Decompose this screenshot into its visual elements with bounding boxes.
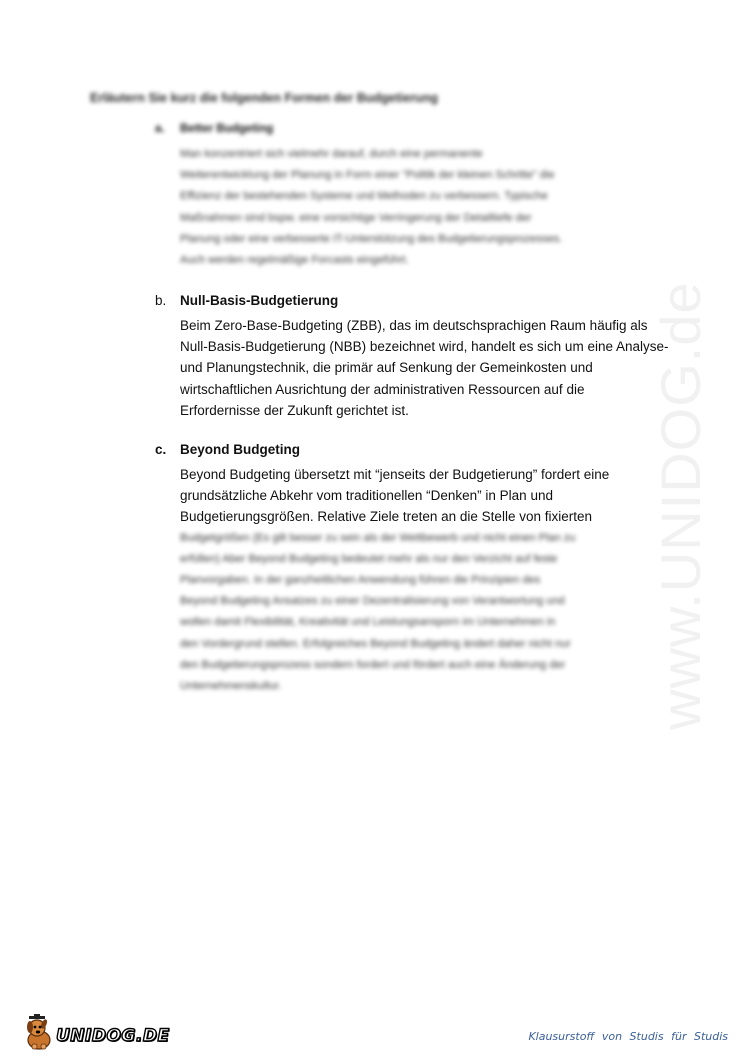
body-line: den Budgetierungsprozess sondern fordert und fördert auch eine Änderung der [180,658,566,671]
logo-text: UNIDOG.DE [56,1026,170,1046]
item-body [180,144,680,271]
item-marker: b. [155,293,167,308]
dog-mascot-icon [20,1014,58,1052]
body-line: wirtschaftlichen Ausrichtung der administrativen Ressourcen auf die [180,381,585,397]
body-line: Beyond Budgeting übersetzt mit “jenseits der Budgetierung” fordert eine [180,467,610,482]
item-body [180,315,680,421]
item-marker: c. [155,442,167,457]
item-title: Null-Basis-Budgetierung [180,293,339,308]
body-line: Null-Basis-Budgetierung (NBB) bezeichnet wird, handelt es sich um eine Analyse- [180,339,669,355]
body-line: erfüllen) Aber Beyond Budgeting bedeutet mehr als nur den Verzicht auf feste [180,552,558,565]
footer-tagline: Klausurstoff von Studis für Studis [528,1030,728,1043]
task-heading: Erläutern Sie kurz die folgenden Formen der Budgetierung [90,91,438,105]
body-line: Planung oder eine verbesserte IT-Unterstützung des Budgetierungsprozesses. [180,232,563,245]
body-line: Beim Zero-Base-Budgeting (ZBB), das im deutschsprachigen Raum häufig als [180,318,648,333]
body-line: wollen damit Flexibilität, Kreativität und Leistungsansporn im Unternehmen in [180,616,556,629]
item-marker: a. [155,123,165,135]
body-line: Beyond Budgeting Ansatzes zu einer Dezentralisierung von Verantwortung und [180,595,565,608]
body-line: Effizienz der bestehenden Systeme und Methoden zu verbessern. Typische [180,190,548,203]
body-line: grundsätzliche Abkehr vom traditionellen “Denken” in Plan und [180,488,553,504]
body-line: Unternehmenskultur. [180,680,282,693]
unidog-logo [20,1014,170,1054]
body-line: Planvorgaben. In der ganzheitlichen Anwendung führen die Prinzipien des [180,574,541,587]
body-line: Man konzentriert sich vielmehr darauf, durch eine permanente [180,148,483,160]
body-line: Budgetgrößen (Es gilt besser zu sein als der Wettbewerb und nicht einen Plan zu [180,531,576,544]
body-line: Auch werden regelmäßige Forcasts eingeführt. [180,254,409,267]
item-body [180,464,680,697]
item-title: Better Budgeting [180,123,274,135]
body-line: Maßnahmen sind bspw. eine vorsichtige Verringerung der Detailtiefe der [180,211,532,224]
body-line: den Vordergrund stellen. Erfolgreiches Beyond Budgeting ändert daher nicht nur [180,637,571,650]
body-line: Erfordernisse der Zukunft gerichtet ist. [180,402,409,418]
watermark-text: www.UNIDOG.de [649,281,712,730]
body-line: Weiterentwicklung der Planung in Form einer "Politik der kleinen Schritte" die [180,169,555,182]
body-line: und Planungstechnik, die primär auf Senkung der Gemeinkosten und [180,360,593,376]
body-line: Budgetierungsgrößen. Relative Ziele treten an die Stelle von fixierten [180,509,592,525]
blurred-body [180,528,680,698]
item-title: Beyond Budgeting [180,442,300,457]
